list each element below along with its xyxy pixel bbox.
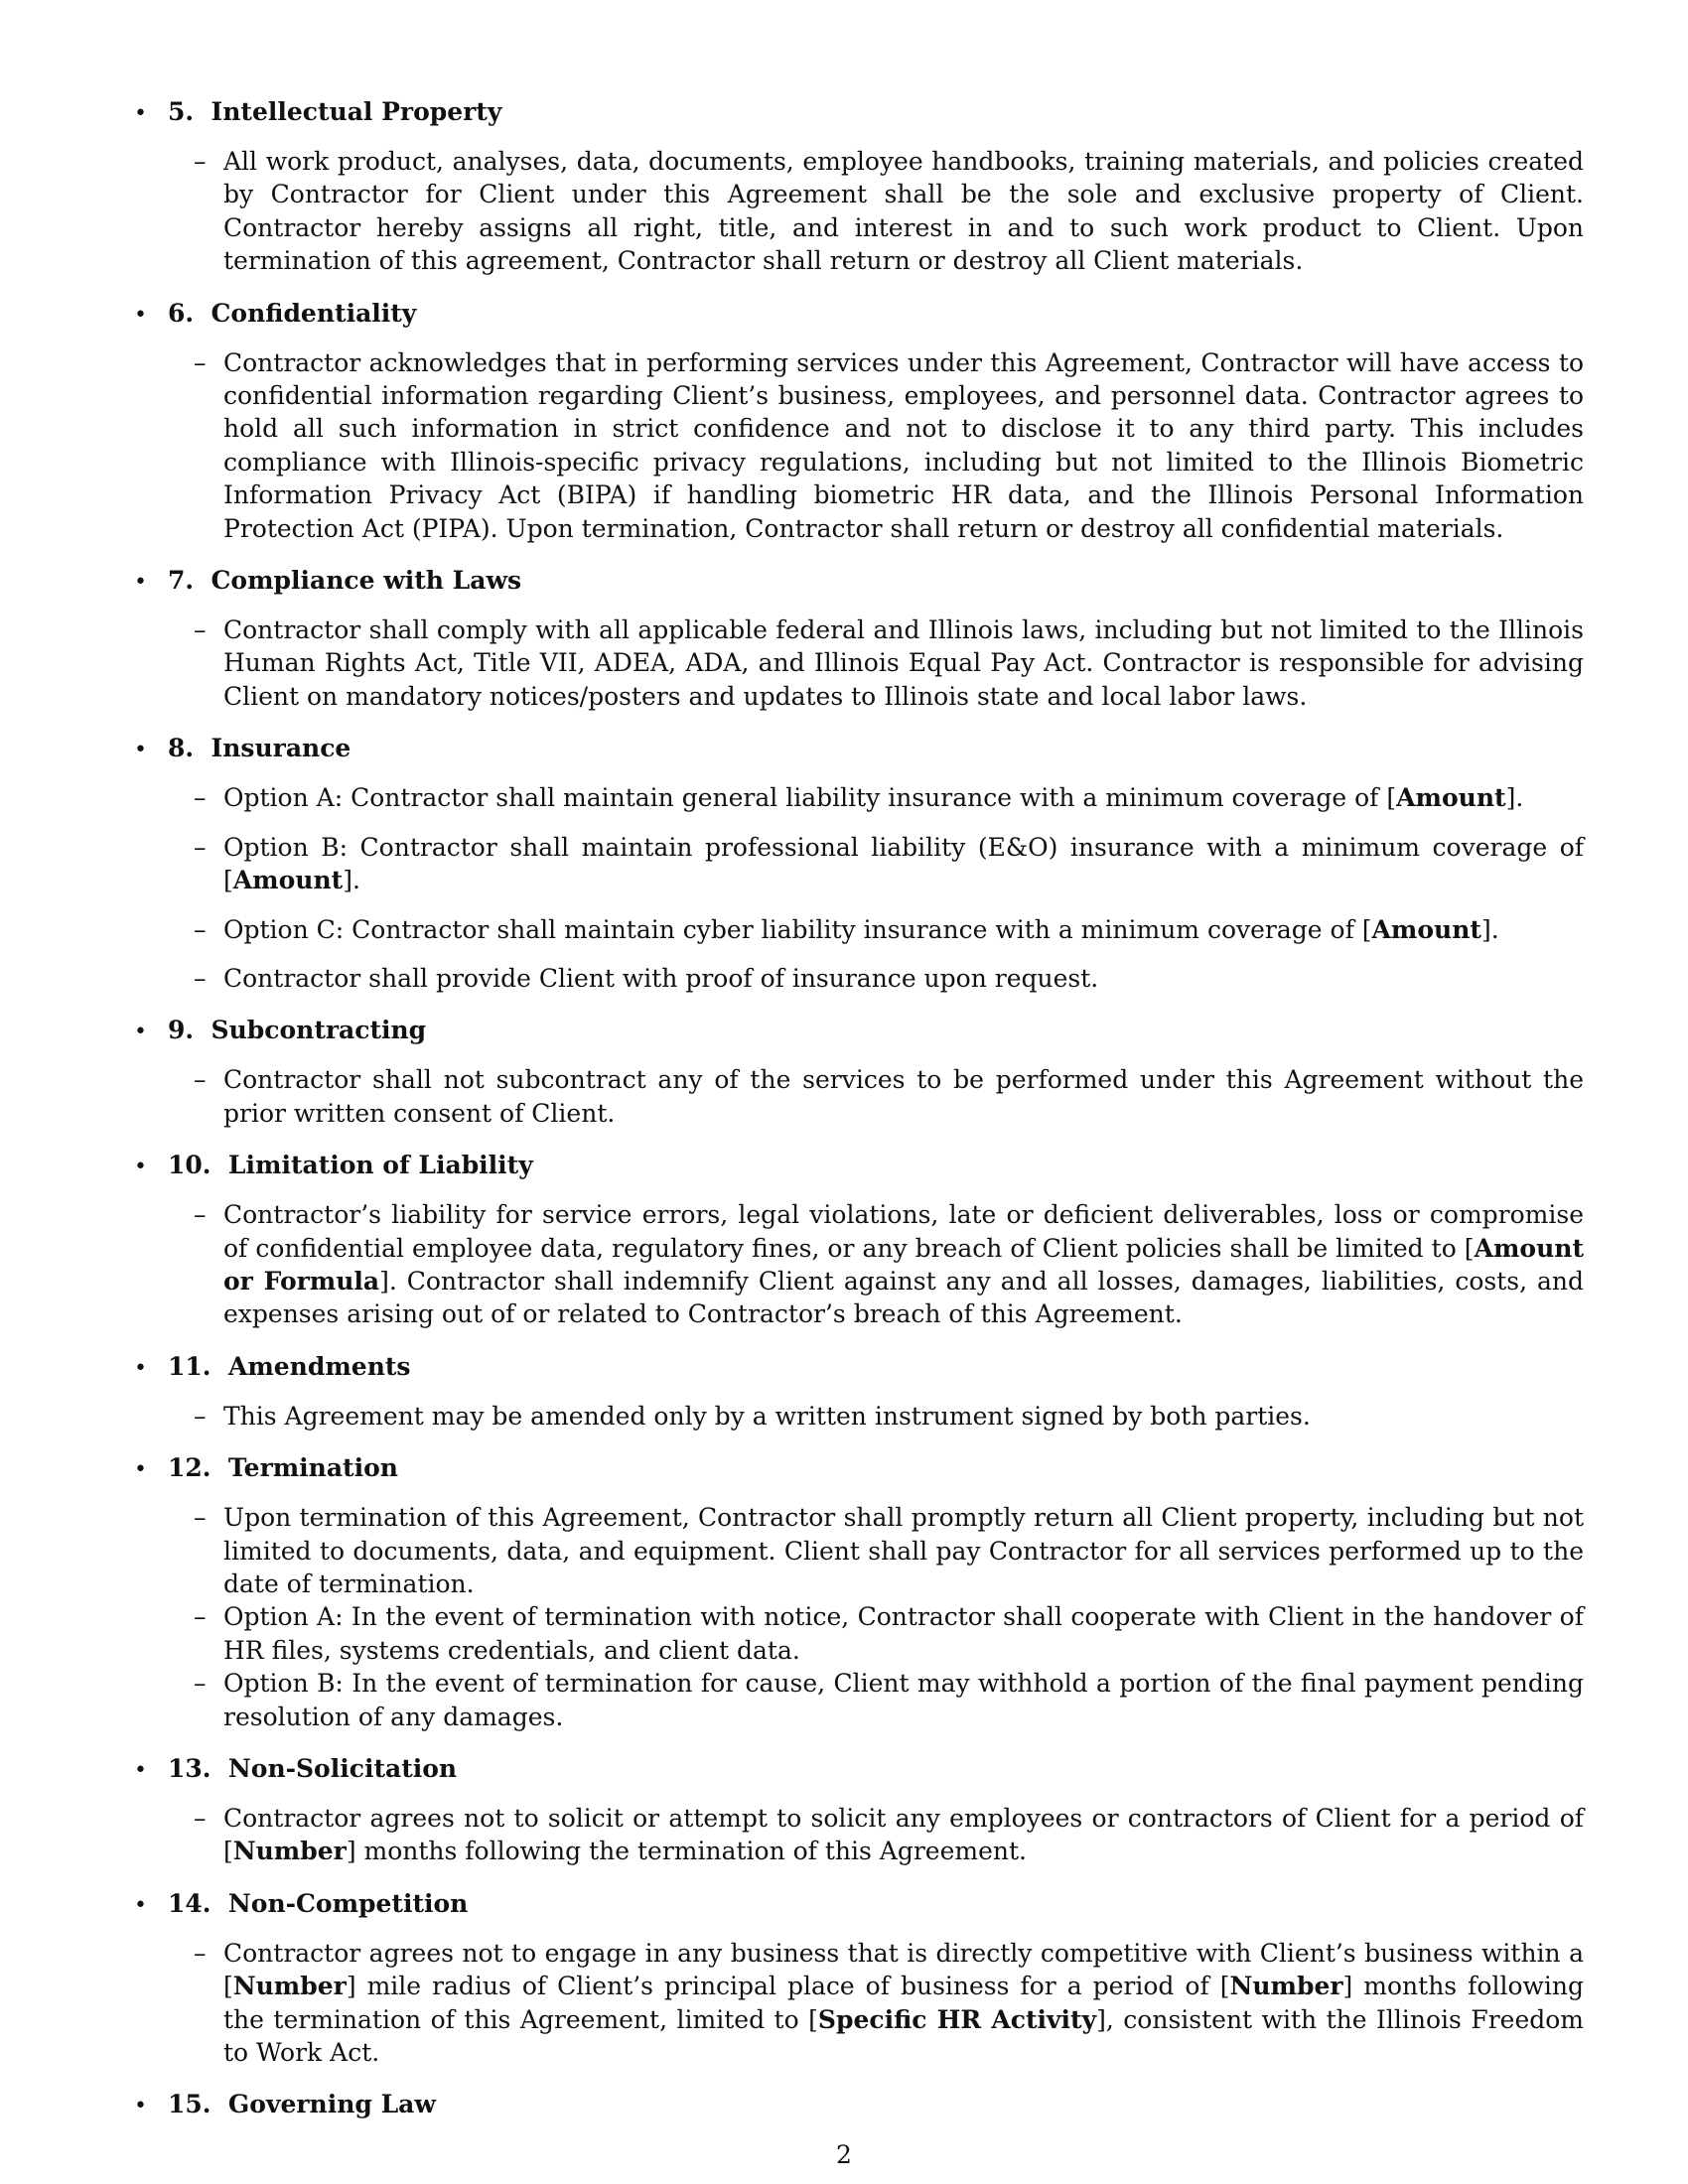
clause-run: ] months following the termination of this Agreement, limited to [ <box>223 1972 1584 2034</box>
dash-icon: – <box>194 1503 207 1533</box>
clause-text <box>223 831 1584 897</box>
section-title <box>168 95 501 129</box>
bullet-icon: • <box>134 2094 147 2119</box>
clause-item <box>194 1600 1584 1667</box>
dash-icon: – <box>194 832 207 862</box>
section <box>134 732 1584 995</box>
dash-icon: – <box>194 1401 207 1431</box>
bullet-icon: • <box>134 1457 147 1483</box>
page-number: 2 <box>836 2140 852 2169</box>
clause-item <box>194 831 1584 897</box>
section <box>134 2088 1584 2123</box>
section-number: 6. <box>168 298 195 328</box>
section-title-text: Limitation of Liability <box>227 1151 533 1180</box>
section-number: 8. <box>168 734 195 763</box>
clause-run: This Agreement may be amended only by a written instrument signed by both parties. <box>223 1401 1311 1431</box>
clause-run: Contractor acknowledges that in performing services under this Agreement, Contractor will have access to confidential information regarding Client’s business, employees, and personnel data. Contractor agrees to hold all such information in strict confidence and not to disclose it to any third party. This includes compliance with Illinois-specific privacy regulations, including but not limited to the Illinois Biometric Information Privacy Act (BIPA) if handling biometric HR data, and the Illinois Personal Information Protection Act (PIPA). Upon termination, Contractor shall return or destroy all confidential materials. <box>223 347 1584 543</box>
dash-icon: – <box>194 1938 207 1968</box>
placeholder-field: Number <box>232 1972 347 2001</box>
section <box>134 1149 1584 1331</box>
clause-text <box>223 1063 1584 1130</box>
bullet-icon: • <box>134 738 147 763</box>
section-title <box>168 1149 533 1182</box>
section <box>134 1752 1584 1868</box>
clause-run: Contractor shall comply with all applicable federal and Illinois laws, including but not limited to the Illinois Human Rights Act, Title VII, ADEA, ADA, and Illinois Equal Pay Act. Contractor is responsible for advising Client on mandatory notices/posters and updates to Illinois state and local labor laws. <box>223 615 1584 711</box>
clause-list <box>134 346 1584 545</box>
clause-run: ], consistent with the Illinois Freedom to Work Act. <box>223 2004 1585 2068</box>
section-heading <box>134 297 1584 333</box>
clause-run: ]. Contractor shall indemnify Client against any and all losses, damages, liabilities, costs, and expenses arising out of or related to Contractor’s breach of this Agreement. <box>223 1266 1584 1329</box>
clause-item <box>194 1802 1584 1868</box>
section-title-text: Confidentiality <box>211 298 417 328</box>
section-title <box>168 1752 457 1786</box>
clause-text <box>223 1501 1584 1600</box>
clause-list <box>134 781 1584 995</box>
dash-icon: – <box>194 914 207 944</box>
dash-icon: – <box>194 783 207 813</box>
dash-icon: – <box>194 1065 207 1095</box>
clause-run: Option A: In the event of termination with notice, Contractor shall cooperate with Client in the handover of HR files, systems credentials, and client data. <box>223 1602 1584 1665</box>
placeholder-field: Amount <box>232 866 344 895</box>
clause-text <box>223 145 1584 278</box>
section-title-text: Governing Law <box>227 2090 436 2119</box>
section-heading <box>134 732 1584 767</box>
clause-list <box>134 1400 1584 1433</box>
dash-icon: – <box>194 963 207 993</box>
section-title <box>168 1887 468 1921</box>
clause-list <box>134 145 1584 278</box>
section-heading <box>134 564 1584 600</box>
section-title <box>168 1451 398 1485</box>
bullet-icon: • <box>134 101 147 126</box>
clause-text <box>223 346 1584 545</box>
placeholder-field: Amount or Formula <box>223 1233 1584 1296</box>
section-heading <box>134 1887 1584 1923</box>
bullet-icon: • <box>134 302 147 328</box>
clause-list <box>134 1937 1584 2070</box>
section-title <box>168 564 521 598</box>
clause-item <box>194 145 1584 278</box>
bullet-icon: • <box>134 1355 147 1381</box>
clause-item <box>194 962 1584 995</box>
section-number: 15. <box>168 2090 211 2119</box>
section-number: 14. <box>168 1888 211 1918</box>
clause-text <box>223 1937 1584 2070</box>
placeholder-field: Number <box>232 1837 347 1866</box>
clause-run: ]. <box>343 866 360 895</box>
section <box>134 564 1584 713</box>
clause-run: ]. <box>1505 783 1524 813</box>
placeholder-field: Specific HR Activity <box>817 2004 1097 2034</box>
bullet-icon: • <box>134 1758 147 1783</box>
clause-list <box>134 1198 1584 1331</box>
section <box>134 1350 1584 1433</box>
clause-run: Upon termination of this Agreement, Contractor shall promptly return all Client property, including but not limited to documents, data, and equipment. Client shall pay Contractor for all services performed up to the date of termination. <box>223 1503 1584 1598</box>
clause-item <box>194 1063 1584 1130</box>
section-title <box>168 732 351 765</box>
section-title-text: Subcontracting <box>211 1016 427 1045</box>
dash-icon: – <box>194 1602 207 1632</box>
section-number: 11. <box>168 1351 211 1381</box>
section <box>134 1887 1584 2070</box>
bullet-icon: • <box>134 1892 147 1918</box>
clause-item <box>194 1937 1584 2070</box>
dash-icon: – <box>194 1200 207 1230</box>
section-title <box>168 1350 411 1384</box>
placeholder-field: Amount <box>1371 914 1481 944</box>
section-number: 7. <box>168 566 195 596</box>
clause-item <box>194 346 1584 545</box>
section-heading <box>134 1451 1584 1487</box>
dash-icon: – <box>194 1669 207 1699</box>
clause-run: Option A: Contractor shall maintain general liability insurance with a minimum coverage of [ <box>223 783 1397 813</box>
section-heading <box>134 1149 1584 1184</box>
clause-run: Contractor shall not subcontract any of the services to be performed under this Agreement without the prior written consent of Client. <box>223 1065 1584 1128</box>
section-title <box>168 297 416 331</box>
clause-item <box>194 614 1584 713</box>
section-heading <box>134 2088 1584 2123</box>
section-title-text: Intellectual Property <box>211 97 502 126</box>
dash-icon: – <box>194 147 207 176</box>
section-number: 9. <box>168 1016 195 1045</box>
section-number: 13. <box>168 1754 211 1783</box>
clause-run: ]. <box>1480 914 1499 944</box>
clause-text <box>223 781 1584 814</box>
section-number: 10. <box>168 1151 211 1180</box>
clause-run: Contractor agrees not to engage in any business that is directly competitive with Client’s business within a [ <box>223 1938 1584 2001</box>
clause-text <box>223 1600 1584 1667</box>
clause-item <box>194 1198 1584 1331</box>
dash-icon: – <box>194 347 207 377</box>
section-title <box>168 1014 426 1047</box>
clause-text <box>223 1400 1584 1433</box>
clause-text <box>223 1667 1584 1733</box>
placeholder-field: Amount <box>1396 783 1506 813</box>
placeholder-field: Number <box>1229 1972 1343 2001</box>
section-title-text: Amendments <box>227 1351 411 1381</box>
section-title-text: Non-Competition <box>227 1888 469 1918</box>
clause-text <box>223 614 1584 713</box>
section-number: 12. <box>168 1453 211 1483</box>
clause-list <box>134 1501 1584 1733</box>
clause-text <box>223 1802 1584 1868</box>
clause-run: Option B: Contractor shall maintain professional liability (E&O) insurance with a minimum coverage of [ <box>223 832 1584 895</box>
clause-list <box>134 1063 1584 1130</box>
dash-icon: – <box>194 1804 207 1833</box>
clause-list <box>134 1802 1584 1868</box>
section <box>134 1014 1584 1130</box>
document-body <box>134 95 1584 2142</box>
clause-item <box>194 1400 1584 1433</box>
section-heading <box>134 95 1584 131</box>
section <box>134 297 1584 545</box>
section-title-text: Insurance <box>211 734 352 763</box>
clause-item <box>194 1667 1584 1733</box>
section-heading <box>134 1350 1584 1386</box>
clause-run: All work product, analyses, data, documents, employee handbooks, training materials, and policies created by Contractor for Client under this Agreement shall be the sole and exclusive property of Client. Contractor hereby assigns all right, title, and interest in and to such work product to Client. Upon termination of this agreement, Contractor shall return or destroy all Client materials. <box>223 147 1584 276</box>
clause-run: ] months following the termination of this Agreement. <box>346 1837 1027 1866</box>
dash-icon: – <box>194 615 207 645</box>
clause-run: Option B: In the event of termination for cause, Client may withhold a portion of the final payment pending resolution of any damages. <box>223 1669 1584 1731</box>
clause-item <box>194 781 1584 814</box>
clause-text <box>223 1198 1584 1331</box>
section <box>134 1451 1584 1733</box>
section-title-text: Non-Solicitation <box>227 1754 458 1783</box>
clause-list <box>134 614 1584 713</box>
section-title-text: Termination <box>227 1453 398 1483</box>
clause-run: Contractor agrees not to solicit or attempt to solicit any employees or contractors of Client for a period of [ <box>223 1804 1584 1866</box>
clause-run: Contractor’s liability for service errors, legal violations, late or deficient deliverables, loss or compromise of confidential employee data, regulatory fines, or any breach of Client policies shall be limited to [ <box>223 1200 1584 1263</box>
section-title <box>168 2088 436 2121</box>
clause-run: ] mile radius of Client’s principal place of business for a period of [ <box>346 1972 1230 2001</box>
bullet-icon: • <box>134 1020 147 1045</box>
clause-item <box>194 1501 1584 1600</box>
section-heading <box>134 1014 1584 1049</box>
bullet-icon: • <box>134 1155 147 1180</box>
clause-text <box>223 962 1584 995</box>
clause-text <box>223 913 1584 946</box>
clause-run: Option C: Contractor shall maintain cyber liability insurance with a minimum coverage of [ <box>223 914 1372 944</box>
bullet-icon: • <box>134 570 147 596</box>
section-heading <box>134 1752 1584 1788</box>
clause-run: Contractor shall provide Client with proof of insurance upon request. <box>223 963 1099 993</box>
section <box>134 95 1584 278</box>
clause-item <box>194 913 1584 946</box>
section-title-text: Compliance with Laws <box>211 566 522 596</box>
section-number: 5. <box>168 97 195 126</box>
